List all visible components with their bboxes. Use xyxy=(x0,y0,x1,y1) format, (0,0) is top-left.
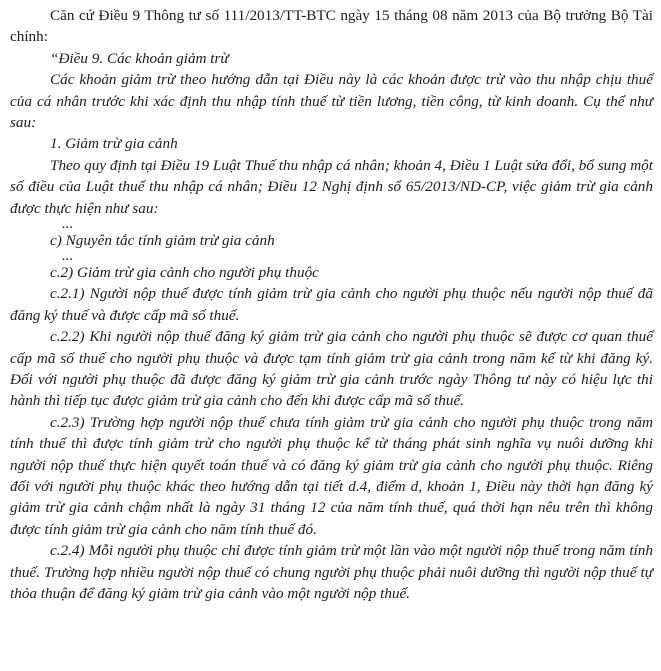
c23-paragraph: c.2.3) Trường hợp người nộp thuế chưa tính giảm trừ gia cảnh cho người phụ thuộc trong năm tính thuế thì được tính giảm trừ cho người phụ thuộc kể từ tháng phát sinh nghĩa vụ nuôi dưỡng khi người nộp thuế thực hiện quyết toán thuế và có đăng ký giảm trừ gia cảnh cho người phụ thuộc. Riêng đối với người phụ thuộc khác theo hướng dẫn tại tiết d.4, điểm d, khoản 1, Điều này thời hạn đăng ký giảm trừ gia cảnh chậm nhất là ngày 31 tháng 12 của năm tính thuế, quá thời hạn nêu trên thì không được tính giảm trừ gia cảnh cho năm tính thuế đó. xyxy=(10,413,653,538)
ellipsis: ... xyxy=(62,215,74,233)
section-c2-heading: c.2) Giảm trừ gia cảnh cho người phụ thuộc xyxy=(50,263,319,281)
ellipsis: ... xyxy=(62,247,74,265)
section-1-heading: 1. Giảm trừ gia cảnh xyxy=(50,135,178,153)
c21-paragraph: c.2.1) Người nộp thuế được tính giảm trừ gia cảnh cho người phụ thuộc nếu người nộp thuế đã đăng ký thuế và được cấp mã số thuế. xyxy=(10,285,653,324)
article-title: “Điều 9. Các khoản giảm trừ xyxy=(50,49,229,67)
section-c-heading: c) Nguyên tắc tính giảm trừ gia cảnh xyxy=(50,231,275,249)
section-1-paragraph: Theo quy định tại Điều 19 Luật Thuế thu nhập cá nhân; khoản 4, Điều 1 Luật sửa đổi, bổ sung một số điều của Luật thuế thu nhập cá nhân; Điều 12 Nghị định số 65/2013/ND-CP, việc giảm trừ gia cảnh được thực hiện như sau: xyxy=(10,156,653,217)
c24-paragraph: c.2.4) Mỗi người phụ thuộc chỉ được tính giảm trừ một lần vào một người nộp thuế trong năm tính thuế. Trường hợp nhiều người nộp thuế có chung người phụ thuộc phải nuôi dưỡng thì người nộp thuế tự thỏa thuận để đăng ký giảm trừ gia cảnh vào một người nộp thuế. xyxy=(10,542,653,602)
intro-paragraph: Căn cứ Điều 9 Thông tư số 111/2013/TT-BTC ngày 15 tháng 08 năm 2013 của Bộ trưởng Bộ Tài chính: xyxy=(10,7,653,46)
c22-paragraph: c.2.2) Khi người nộp thuế đăng ký giảm trừ gia cảnh cho người phụ thuộc sẽ được cơ quan thuế cấp mã số thuế cho người phụ thuộc và được tạm tính giảm trừ gia cảnh trong năm kể từ khi đăng ký. Đối với người phụ thuộc đã được đăng ký giảm trừ gia cảnh trước ngày Thông tư này có hiệu lực thi hành thì tiếp tục được giảm trừ gia cảnh cho đến khi được cấp mã số thuế. xyxy=(10,328,653,410)
article-lead-paragraph: Các khoản giảm trừ theo hướng dẫn tại Điều này là các khoản được trừ vào thu nhập chịu thuế của cá nhân trước khi xác định thu nhập tính thuế từ tiền lương, tiền công, từ kinh doanh. Cụ thể như sau: xyxy=(10,71,653,132)
